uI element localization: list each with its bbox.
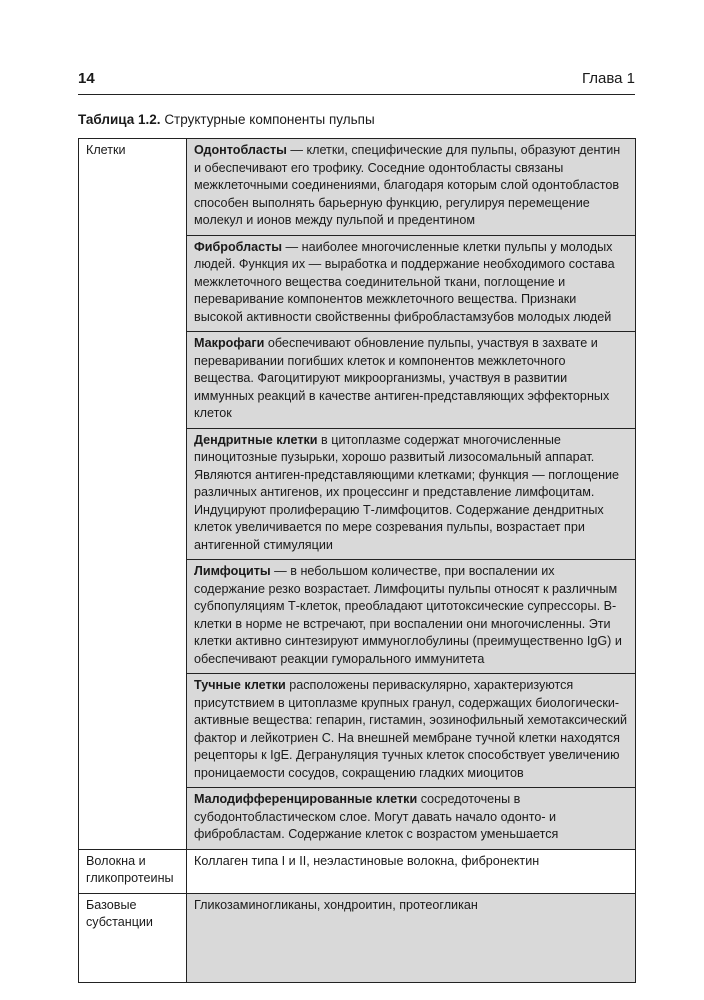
cell-description: сосредоточены в субодонтобластическом слое. Могут давать начало одонто- и фибробластам. Содержание клеток с возрастом уменьшается (194, 792, 559, 841)
table-caption-label: Таблица 1.2. (78, 112, 161, 127)
table-caption-text: Структурные компоненты пульпы (164, 112, 375, 127)
chapter-title: Глава 1 (581, 70, 635, 87)
cell-type-entry (187, 788, 636, 850)
cell-description: расположены периваскулярно, характеризуются присутствием в цитоплазме крупных гранул, содержащих биологически-активные вещества: гепарин, гистамин, эозинофильный хемотаксический фактор и лейкотриен С. На внешней мембране тучной клетки находятся рецепторы к IgE. Дегрануляция тучных клеток способствует увеличению проницаемости сосудов, сокращению гладких миоцитов (194, 678, 628, 780)
cell-type-entry (187, 332, 636, 429)
cell-type-entry (187, 235, 636, 332)
cell-description: обеспечивают обновление пульпы, участвуя в захвате и переваривании погибших клеток и компонентов межклеточного вещества. Фагоцитируют микроорганизмы, участвуя в развитии иммунных реакций в качестве антиген-представляющих эффекторных клеток (194, 336, 610, 420)
cell-description: — клетки, специфические для пульпы, образуют дентин и обеспечивают его трофику. Соседние одонтобласты связаны межклеточными соединениями, благодаря которым слой одонтобластов способен выполнять барьерную функцию, регулируя перемещение молекул и ионов между пульпой и предентином (194, 143, 621, 227)
cell-description: — наиболее многочисленные клетки пульпы у молодых людей. Функция их — выработка и поддержание необходимого состава межклеточного вещества соединительной ткани, поглощение и переваривание компонентов межклеточного вещества. Признаки высокой активности свойственны фибробластамзубов молодых людей (194, 239, 615, 324)
page-header (78, 70, 635, 90)
cell-type-entry (187, 139, 636, 236)
table-caption (78, 112, 375, 127)
table-row (79, 893, 636, 982)
category-cell: Базовые субстанции (79, 893, 187, 982)
cell-term: Малодифференцированные клетки (194, 792, 418, 806)
cell-description: в цитоплазме содержат многочисленные пиноцитозные пузырьки, хорошо развитый лизосомальный аппарат. Являются антиген-представляющими клетками; функция — поглощение различных антигенов, их процессинг и представление лимфоцитам. Индуцируют пролиферацию Т-лимфоцитов. Содержание дендритных клеток увеличивается по мере созревания пульпы, возрастает при антигенной стимуляции (194, 432, 620, 552)
fibers-description: Коллаген типа I и II, неэластиновые волокна, фибронектин (187, 849, 636, 893)
pulp-components-table (78, 138, 636, 983)
cell-term: Фибробласты (194, 239, 283, 254)
cell-description: — в небольшом количестве, при воспалении их содержание резко возрастает. Лимфоциты пульпы относят к различным субпопуляциям Т-клеток, преобладают цитотоксические супрессоры. В-клетки в норме не встречают, при воспалении они многочисленны. Эти клетки активно синтезируют иммуноглобулины (преимущественно IgG) и обеспечивают реакции гуморального иммунитета (194, 564, 622, 666)
cell-type-entry (187, 560, 636, 674)
cell-term: Дендритные клетки (194, 432, 318, 447)
cell-term: Лимфоциты (194, 564, 271, 578)
cell-term: Тучные клетки (194, 678, 286, 692)
category-cell: Волокна и гликопротеины (79, 849, 187, 893)
cell-term: Макрофаги (194, 336, 265, 350)
header-rule (78, 94, 635, 95)
ground-substance-description: Гликозаминогликаны, хондроитин, протеогликан (187, 893, 636, 982)
table-row (79, 849, 636, 893)
cell-type-entry (187, 674, 636, 788)
category-cell: Клетки (79, 139, 187, 850)
page-number: 14 (78, 70, 95, 87)
cell-term: Одонтобласты (194, 143, 287, 157)
cell-type-entry (187, 428, 636, 560)
table-row (79, 139, 636, 236)
